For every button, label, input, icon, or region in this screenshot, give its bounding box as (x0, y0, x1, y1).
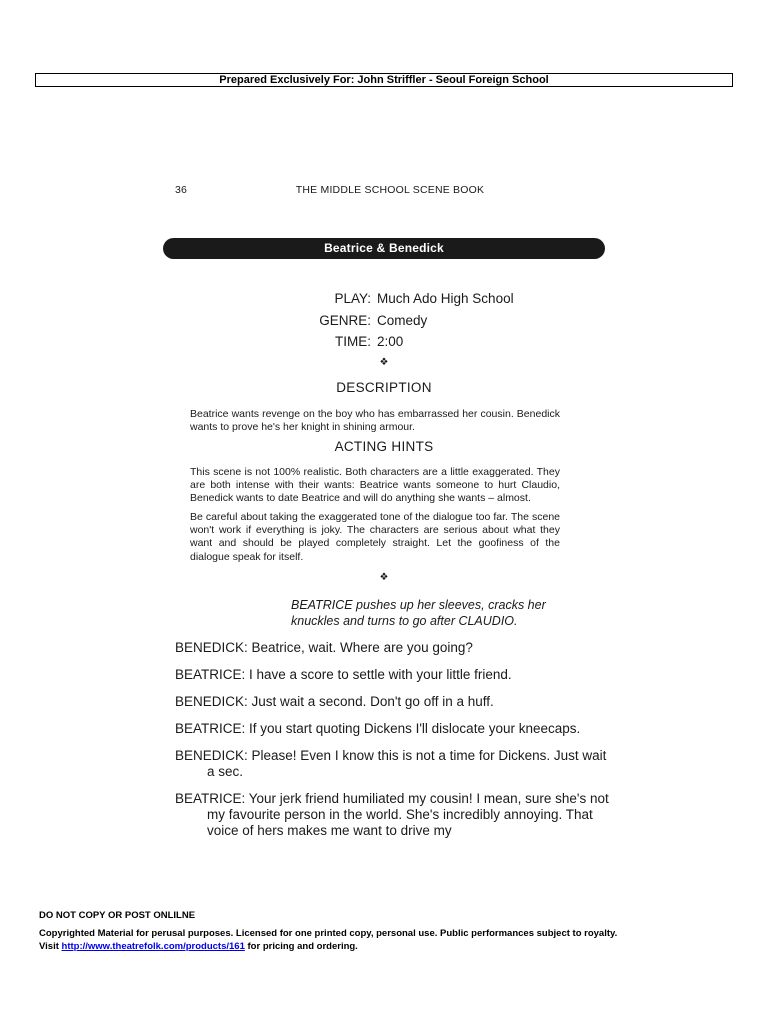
scene-title: Beatrice & Benedick (324, 241, 444, 255)
time-label: TIME: (335, 334, 371, 349)
visit-prefix: Visit (39, 941, 59, 952)
book-title: THE MIDDLE SCHOOL SCENE BOOK (295, 184, 485, 196)
dialogue-line: BEATRICE: If you start quoting Dickens I'll dislocate your kneecaps. (175, 721, 581, 736)
description-text: Beatrice wants revenge on the boy who has embarrassed her cousin. Benedick wants to prove he's her knight in shining armour. (190, 408, 560, 434)
genre-row (290, 310, 590, 332)
scene-meta (290, 288, 590, 353)
dialogue-line: BENEDICK: Beatrice, wait. Where are you going? (175, 640, 473, 655)
running-head (175, 184, 605, 198)
product-link[interactable]: http://www.theatrefolk.com/products/161 (61, 941, 245, 952)
page-number: 36 (175, 184, 188, 196)
dialogue-line: BEATRICE: Your jerk friend humiliated my cousin! I mean, sure she's not my favourite person in the world. She's incredibly annoying. That voice of hers makes me want to drive my (175, 791, 609, 838)
description-heading: DESCRIPTION (336, 380, 432, 395)
copyright-notice: Copyrighted Material for perusal purposes. Licensed for one printed copy, personal use. Public performances subject to royalty. (39, 928, 618, 939)
play-label: PLAY: (334, 291, 371, 306)
acting-hint-paragraph: This scene is not 100% realistic. Both characters are a little exaggerated. They are both intense with their wants: Beatrice wants someone to hurt Claudio, Benedick wants to date Beatrice and will do anything she wants – almost. (190, 466, 560, 505)
acting-hints-heading: ACTING HINTS (334, 439, 434, 454)
visit-line (39, 941, 739, 952)
stage-direction: BEATRICE pushes up her sleeves, cracks her knuckles and turns to go after CLAUDIO. (291, 598, 546, 628)
scene-title-banner (163, 238, 605, 259)
play-row (290, 288, 590, 310)
dialogue-line: BENEDICK: Please! Even I know this is not a time for Dickens. Just wait a sec. (175, 748, 607, 779)
play-value: Much Ado High School (377, 291, 514, 306)
genre-value: Comedy (377, 312, 428, 328)
visit-suffix: for pricing and ordering. (247, 941, 358, 952)
dialogue-line: BENEDICK: Just wait a second. Don't go off in a huff. (175, 694, 494, 709)
ornament-icon: ❖ (379, 572, 389, 583)
dialogue-line: BEATRICE: I have a score to settle with your little friend. (175, 667, 512, 682)
ornament-icon: ❖ (379, 357, 389, 368)
time-value: 2:00 (377, 334, 404, 349)
do-not-copy-warning: DO NOT COPY OR POST ONLILNE (39, 910, 196, 921)
prepared-for-banner (35, 73, 733, 87)
genre-label: GENRE: (319, 312, 371, 328)
acting-hint-paragraph: Be careful about taking the exaggerated tone of the dialogue too far. The scene won't work if everything is joky. The characters are serious about what they want and should be played completely straight. Let the goofiness of the dialogue speak for itself. (190, 511, 560, 563)
time-row (290, 331, 590, 353)
prepared-for-text: Prepared Exclusively For: John Striffler - Seoul Foreign School (219, 74, 549, 86)
